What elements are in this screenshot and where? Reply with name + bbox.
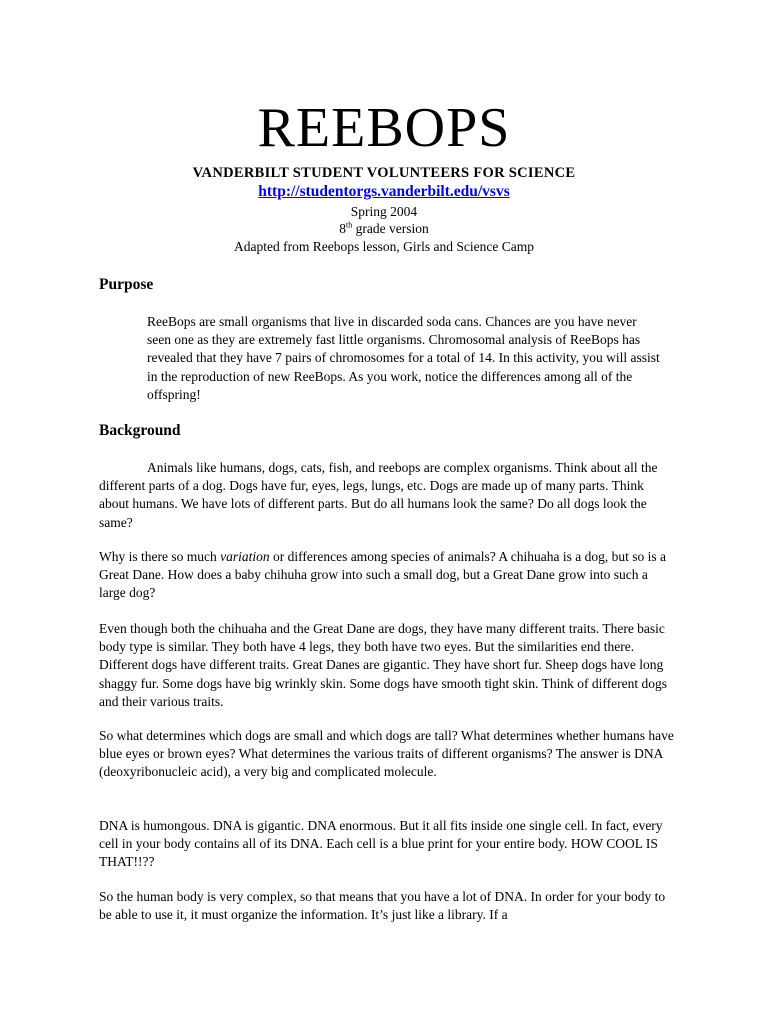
grade-number: 8 xyxy=(339,221,347,236)
organization-link[interactable]: http://studentorgs.vanderbilt.edu/vsvs xyxy=(258,183,510,200)
background-paragraph-6: So the human body is very complex, so that means that you have a lot of DNA. In order for your body to be able to use it, it must organize the information. It’s just like a library. If a xyxy=(99,889,666,923)
purpose-paragraph: ReeBops are small organisms that live in discarded soda cans. Chances are you have never seen one as they are extremely fast little organisms. Chromosomal analysis of ReeBops has revealed that they have 7 pairs of chromosomes for a total of 14. In this activity, you will assist in the reproduction of new ReeBops. As you work, notice the differences among all of the offspring! xyxy=(147,314,660,402)
paragraph-2-text-a: Why is there so much xyxy=(99,549,221,564)
page-title: REEBOPS xyxy=(257,97,511,159)
background-heading: Background xyxy=(99,422,181,439)
organization-name: VANDERBILT STUDENT VOLUNTEERS FOR SCIENCE xyxy=(192,165,576,181)
background-paragraph-1: Animals like humans, dogs, cats, fish, and reebops are complex organisms. Think about all the different parts of a dog. Dogs have fur, eyes, legs, lungs, etc. Dogs are made up of many parts. Think about humans. We have lots of different parts. But do all humans look the same? Do all dogs look the same? xyxy=(99,460,658,530)
background-paragraph-2 xyxy=(99,548,674,603)
grade-line xyxy=(0,221,768,237)
background-paragraph-5: DNA is humongous. DNA is gigantic. DNA enormous. But it all fits inside one single cell. In fact, every cell in your body contains all of its DNA. Each cell is a blue print for your entire body. HOW COOL IS THAT!!?? xyxy=(99,818,663,870)
grade-superscript: th xyxy=(346,220,353,230)
grade-text: grade version xyxy=(352,221,429,236)
paragraph-2-text-b: or differences among species of animals? A chihuaha is a dog, but so is a Great Dane. How does a baby chihuha grow into such a small dog, but a Great Dane grow into such a large dog? xyxy=(99,549,667,601)
background-paragraph-4: So what determines which dogs are small and which dogs are tall? What determines whether humans have blue eyes or brown eyes? What determines the various traits of different organisms? The answer is DNA (deoxyribonucleic acid), a very big and complicated molecule. xyxy=(99,728,674,780)
variation-term: variation xyxy=(220,549,270,564)
term-line: Spring 2004 xyxy=(350,204,418,219)
background-paragraph-3: Even though both the chihuaha and the Great Dane are dogs, they have many different traits. There basic body type is similar. They both have 4 legs, they both have two eyes. But the similarities end there. Different dogs have different traits. Great Danes are gigantic. They have short fur. Sheep dogs have long shaggy fur. Some dogs have big wrinkly skin. Some dogs have smooth tight skin. Think of different dogs and their various traits. xyxy=(99,621,667,709)
purpose-heading: Purpose xyxy=(99,276,154,293)
adapted-line: Adapted from Reebops lesson, Girls and Science Camp xyxy=(234,239,534,254)
organization-url xyxy=(0,183,768,201)
